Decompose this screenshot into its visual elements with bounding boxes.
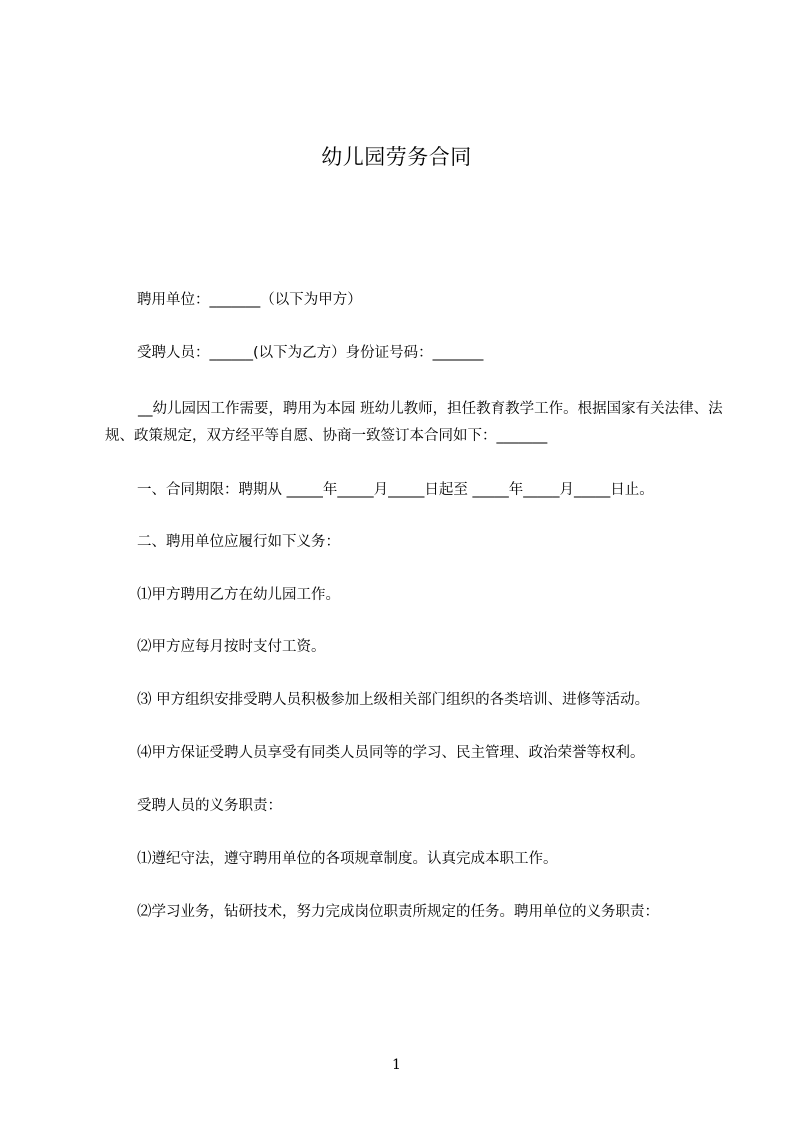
employee-duty-2: ⑵学习业务，钻研技术，努力完成岗位职责所规定的任务。聘用单位的义务职责： [137, 904, 659, 920]
employer-duties-heading: 二、聘用单位应履行如下义务： [137, 534, 340, 550]
employer-duty-4: ⑷甲方保证受聘人员享受有同类人员同等的学习、民主管理、政治荣誉等权利。 [137, 745, 645, 761]
document-title: 幼儿园劳务合同 [321, 145, 472, 169]
contract-term-clause: 一、合同期限：聘期从 _____年_____月_____日起至 _____年_____月_____日止。 [137, 482, 654, 498]
employer-duty-3: ⑶ 甲方组织安排受聘人员积极参加上级相关部门组织的各类培训、进修等活动。 [137, 692, 650, 708]
employer-line: 聘用单位：_______（以下为甲方） [137, 292, 362, 308]
employee-duties-heading: 受聘人员的义务职责： [137, 798, 282, 814]
employee-duty-1: ⑴遵纪守法，遵守聘用单位的各项规章制度。认真完成本职工作。 [137, 851, 558, 867]
employer-duty-1: ⑴甲方聘用乙方在幼儿园工作。 [137, 587, 340, 603]
employee-line: 受聘人员：______(以下为乙方）身份证号码：_______ [137, 345, 484, 361]
page-number: 1 [392, 1057, 401, 1073]
preamble-paragraph: __幼儿园因工作需要，聘用为本园 班幼儿教师，担任教育教学工作。根据国家有关法律、法规、政策规定，双方经平等自愿、协商一致签订本合同如下：_______ [105, 401, 723, 444]
employer-duty-2: ⑵甲方应每月按时支付工资。 [137, 639, 326, 655]
